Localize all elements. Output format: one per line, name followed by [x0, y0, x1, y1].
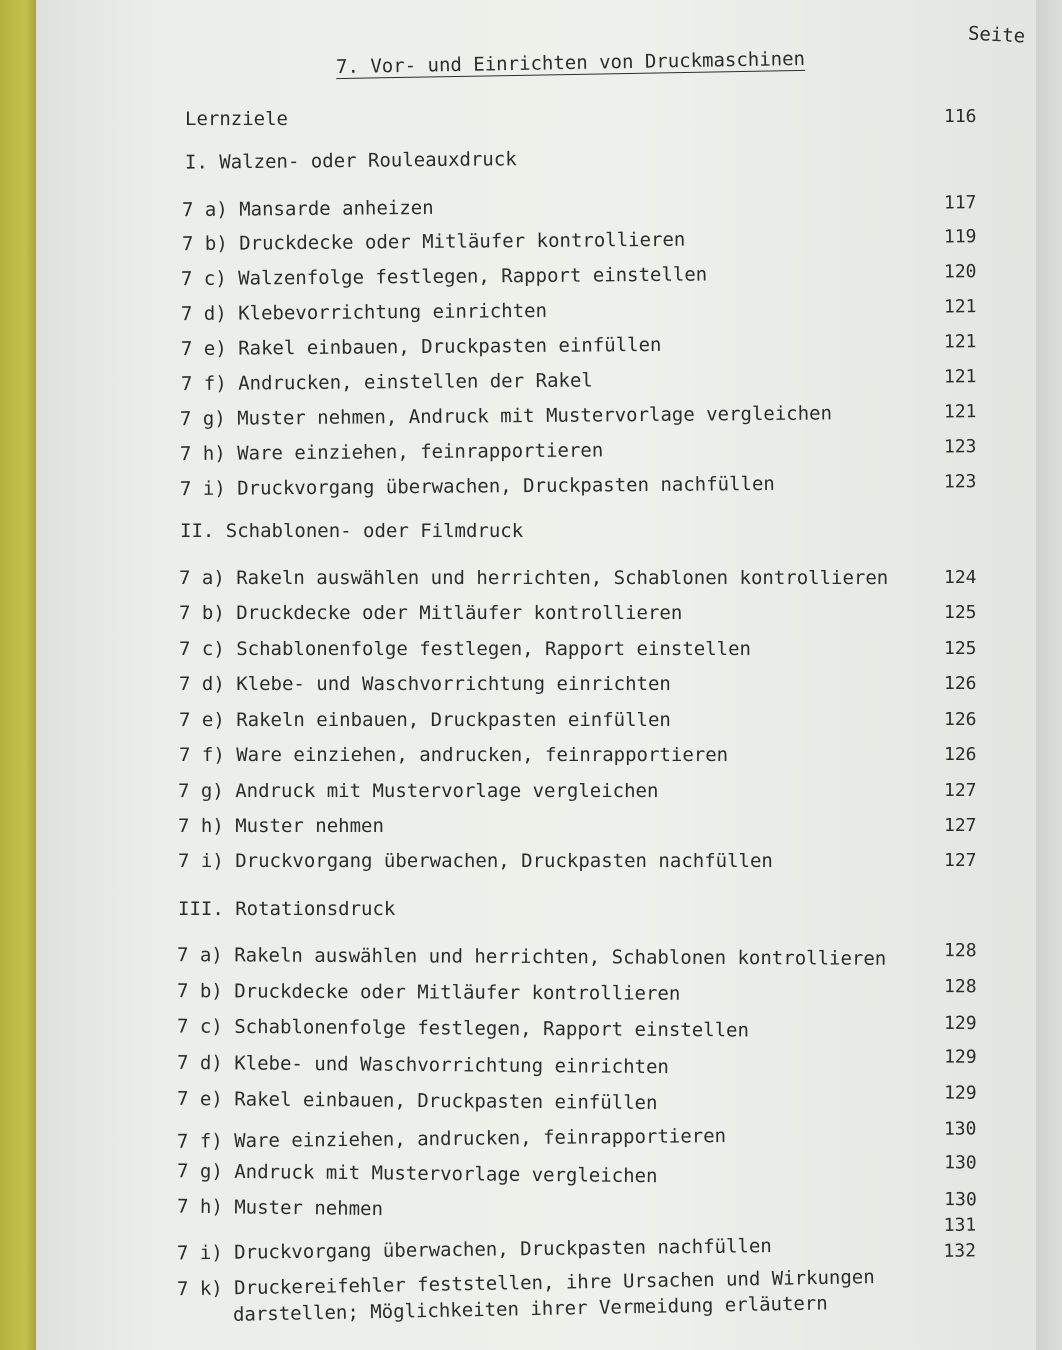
entry-page: 127 [944, 815, 977, 836]
entry-text: 7 i) Druckvorgang überwachen, Druckpasten nachfüllen [179, 472, 775, 501]
toc-entry [36, 673, 1036, 703]
toc-entry [36, 226, 1036, 265]
entry-page: 126 [944, 709, 977, 730]
toc-entry [36, 815, 1036, 845]
entry-text: 7 f) Ware einziehen, andrucken, feinrapportieren [179, 744, 729, 766]
entry-page: 132 [943, 1240, 977, 1262]
entry-page: 130 [943, 1118, 977, 1140]
toc-entry [36, 709, 1036, 739]
seite-label: Seite [967, 22, 1026, 48]
toc-entry [36, 976, 1036, 1014]
entry-text: 7 i) Druckvorgang überwachen, Druckpasten nachfüllen [178, 850, 773, 872]
entry-text: 7 d) Klebe- und Waschvorrichtung einrichten [176, 1051, 670, 1079]
entry-text: 7 e) Rakel einbauen, Druckpasten einfüllen [176, 1087, 658, 1115]
entry-page: 129 [944, 1046, 977, 1068]
entry-text: 7 k) Druckereifehler feststellen, ihre Ursachen und Wirkungen [176, 1266, 875, 1301]
section-heading-text: III. Rotationsdruck [178, 898, 396, 920]
toc-entry [36, 1118, 1036, 1162]
entry-page: 130 [944, 1152, 977, 1174]
toc-entry [36, 401, 1036, 440]
entry-page: 126 [944, 744, 977, 765]
entry-page: 126 [944, 673, 977, 694]
entry-text: 7 h) Muster nehmen [176, 1195, 384, 1221]
entry-text: 7 g) Muster nehmen, Andruck mit Mustervorlage vergleichen [179, 402, 833, 431]
entry-text: darstellen; Möglichkeiten ihrer Vermeidung erläutern [232, 1292, 828, 1326]
toc-entry [36, 780, 1036, 810]
entry-page: 119 [943, 226, 977, 248]
entry-page: 116 [944, 106, 977, 127]
entry-page: 127 [944, 850, 977, 871]
toc-entry [36, 1012, 1036, 1052]
page-sheet [36, 0, 1036, 1350]
toc-entry [36, 261, 1036, 300]
toc-entry [36, 940, 1036, 978]
entry-page: 129 [944, 1012, 977, 1035]
entry-text: 7 f) Ware einziehen, andrucken, feinrapportieren [176, 1125, 727, 1153]
toc-entry [36, 1152, 1036, 1199]
entry-text: 7 a) Mansarde anheizen [181, 196, 434, 222]
entry-text: 7 e) Rakeln einbauen, Druckpasten einfüllen [179, 709, 671, 731]
entry-page: 124 [944, 567, 977, 588]
entry-text: 7 a) Rakeln auswählen und herrichten, Schablonen kontrollieren [179, 567, 889, 589]
entry-page: 120 [943, 261, 977, 283]
entry-page: 130 [944, 1188, 977, 1211]
entry-text: 7 a) Rakeln auswählen und herrichten, Schablonen kontrollieren [176, 944, 887, 970]
entry-text: 7 b) Druckdecke oder Mitläufer kontrollieren [181, 228, 686, 256]
entry-text: 7 g) Andruck mit Mustervorlage vergleichen [178, 780, 659, 802]
entry-page: 123 [943, 471, 977, 493]
toc-entry [36, 602, 1036, 632]
section-heading-text: I. Walzen- oder Rouleauxdruck [184, 148, 517, 174]
entry-page: 127 [944, 780, 977, 801]
toc-entry [36, 567, 1036, 597]
entry-text: 7 c) Walzenfolge festlegen, Rapport einstellen [180, 263, 708, 291]
toc-entry [36, 331, 1036, 370]
entry-page: 121 [943, 401, 977, 423]
toc-entry [36, 366, 1036, 405]
toc-entry [36, 1082, 1036, 1126]
toc-entry [36, 296, 1036, 335]
entry-text: 7 e) Rakel einbauen, Druckpasten einfüllen [180, 333, 662, 361]
entry-text: 7 i) Druckvorgang überwachen, Druckpasten nachfüllen [176, 1235, 772, 1265]
entry-text: 7 f) Andrucken, einstellen der Rakel [180, 369, 593, 396]
entry-text: 7 c) Schablonenfolge festlegen, Rapport einstellen [176, 1015, 750, 1042]
section-heading [36, 520, 1036, 550]
toc-entry [36, 192, 1036, 231]
toc-entry [36, 744, 1036, 774]
entry-page: 121 [943, 296, 977, 318]
toc-entry [36, 1046, 1036, 1090]
entry-page: 128 [944, 940, 977, 962]
entry-page: 128 [944, 976, 977, 998]
toc-entry [36, 850, 1036, 880]
entry-text: Lernziele [185, 108, 288, 130]
toc-entry [36, 471, 1036, 510]
section-heading-text: II. Schablonen- oder Filmdruck [180, 520, 524, 542]
toc-entry-lernziele [36, 108, 1036, 138]
entry-page: 121 [943, 366, 977, 388]
entry-text: 7 h) Muster nehmen [178, 815, 384, 837]
entry-text: 7 d) Klebevorrichtung einrichten [180, 299, 548, 326]
entry-text: 7 c) Schablonenfolge festlegen, Rapport einstellen [179, 638, 751, 660]
entry-page: 125 [944, 638, 977, 659]
section-heading [36, 143, 1036, 183]
entry-text: 7 b) Druckdecke oder Mitläufer kontrollieren [176, 980, 681, 1005]
page-title: 7. Vor- und Einrichten von Druckmaschinen [335, 47, 806, 79]
page-edge [1036, 0, 1062, 1350]
book-spine [0, 0, 36, 1350]
entry-text: 7 g) Andruck mit Mustervorlage vergleichen [176, 1160, 658, 1188]
section-heading [36, 898, 1036, 928]
entry-page: 129 [944, 1082, 977, 1104]
entry-page: 131 [943, 1214, 977, 1237]
entry-page: 121 [943, 331, 977, 353]
entry-page: 125 [944, 602, 977, 623]
entry-text: 7 d) Klebe- und Waschvorrichtung einrichten [179, 673, 671, 695]
entry-text: 7 h) Ware einziehen, feinrapportieren [179, 439, 604, 466]
entry-page: 117 [943, 192, 977, 214]
toc-entry [36, 1188, 1036, 1236]
toc-entry [36, 638, 1036, 668]
entry-text: 7 b) Druckdecke oder Mitläufer kontrollieren [179, 602, 683, 624]
toc-entry [36, 436, 1036, 475]
entry-page: 123 [943, 436, 977, 458]
